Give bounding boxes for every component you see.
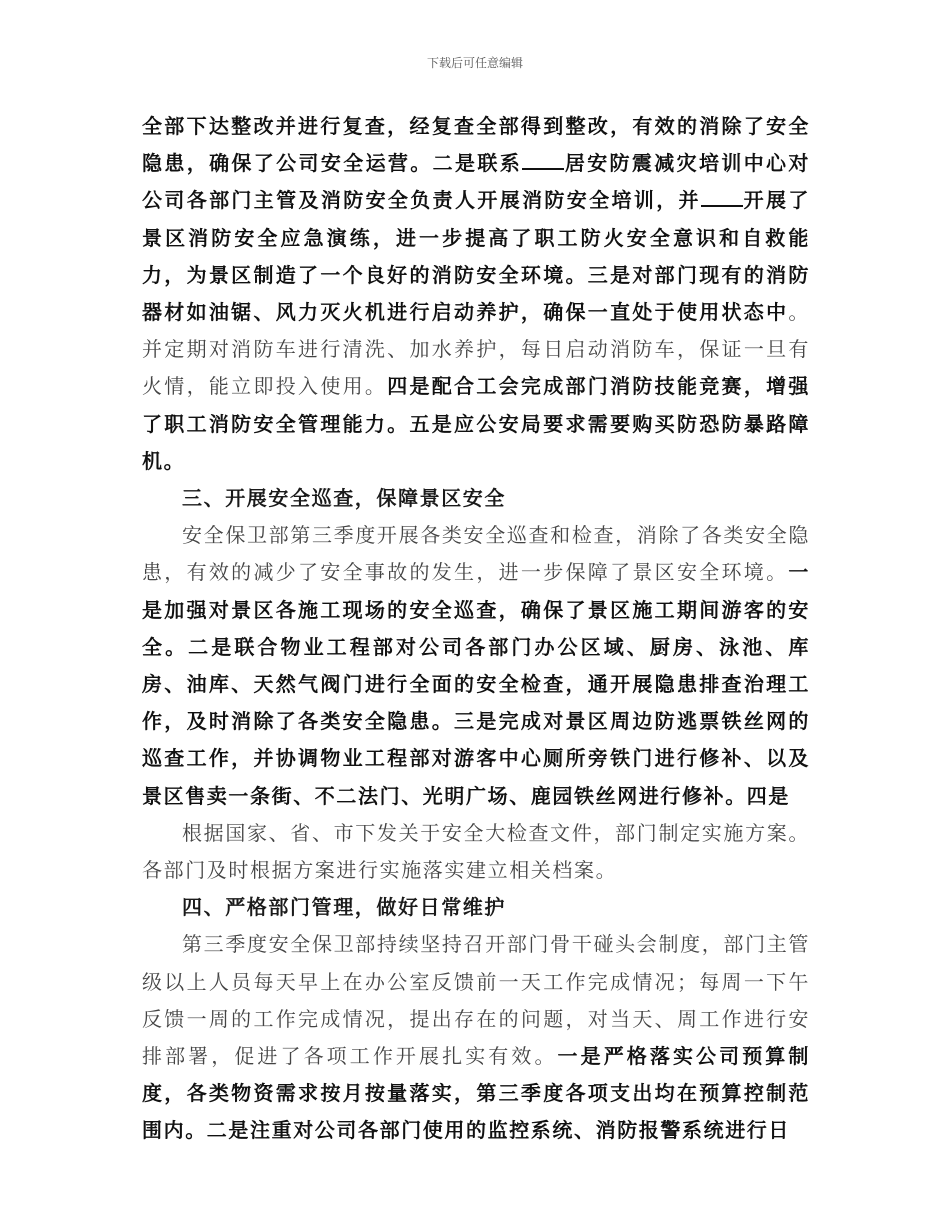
- document-body: [142, 108, 810, 1150]
- text-run: 第三季度安全保卫部持续坚持召开部门骨干碰头会制度，部门主管级以上人员每天早上在办公室反馈前一天工作完成情况；每周一下午反馈一周的工作完成情况，提出存在的问题，对当天、周工作进行安排部署，促进了各项工作开展扎实有效。: [142, 932, 810, 1069]
- text-run: 开展了景区消防安全应急演练，进一步提高了职工防火安全意识和自救能力，为景区制造了一个良好的消防安全环境。三是对部门现有的消防器材如油锯、风力灭火机进行启动养护，确保一直处于使用状态中: [142, 188, 810, 325]
- paragraph-fire-safety: [142, 108, 810, 480]
- paragraph-safety-patrol: [142, 517, 810, 815]
- paragraph-department-management: [142, 926, 810, 1149]
- text-run: 全部下达整改并进行复查，经复查全部得到整改，有效的消除了安全隐患，确保了公司安全运营。二是联系: [142, 114, 810, 176]
- fill-in-blank: [701, 186, 743, 207]
- text-run: 四是配合工会完成部门消防技能竞赛，增强了职工消防安全管理能力。五是应公安局要求需要购买防恐防暴路障机。: [142, 374, 810, 473]
- fill-in-blank: [522, 149, 564, 170]
- text-run: 安全保卫部第三季度开展各类安全巡查和检查，消除了各类安全隐患，有效的减少了安全事故的发生，进一步保障了景区安全环境。: [142, 523, 810, 585]
- paragraph-inspection-plan: 根据国家、省、市下发关于安全大检查文件，部门制定实施方案。各部门及时根据方案进行实施落实建立相关档案。: [142, 820, 810, 883]
- text-run: 一是加强对景区各施工现场的安全巡查，确保了景区施工期间游客的安全。二是联合物业工程部对公司各部门办公区域、厨房、泳池、库房、油库、天然气阀门进行全面的安全检查，通开展隐患排查治理工作，及时消除了各类安全隐患。三是完成对景区周边防逃票铁丝网的巡查工作，并协调物业工程部对游客中心厕所旁铁门进行修补、以及景区售卖一条街、不二法门、光明广场、鹿园铁丝网进行修补。四是: [142, 560, 810, 808]
- text-run: 居安防震减灾培训中心对公司各部门主管及消防安全负责人开展消防安全培训，并: [142, 151, 811, 213]
- section-heading-4: 四、严格部门管理，做好日常维护: [182, 895, 506, 920]
- text-run: 。并定期对消防车进行清洗、加水养护，每日启动消防车，保证一旦有火情，能立即投入使用。: [142, 300, 810, 399]
- page-header-note: 下载后可任意编辑: [426, 56, 523, 70]
- text-run: 一是严格落实公司预算制度，各类物资需求按月按量落实，第三季度各项支出均在预算控制范围内。二是注重对公司各部门使用的监控系统、消防报警系统进行日: [142, 1044, 810, 1143]
- section-heading-3: 三、开展安全巡查，保障景区安全: [182, 486, 506, 511]
